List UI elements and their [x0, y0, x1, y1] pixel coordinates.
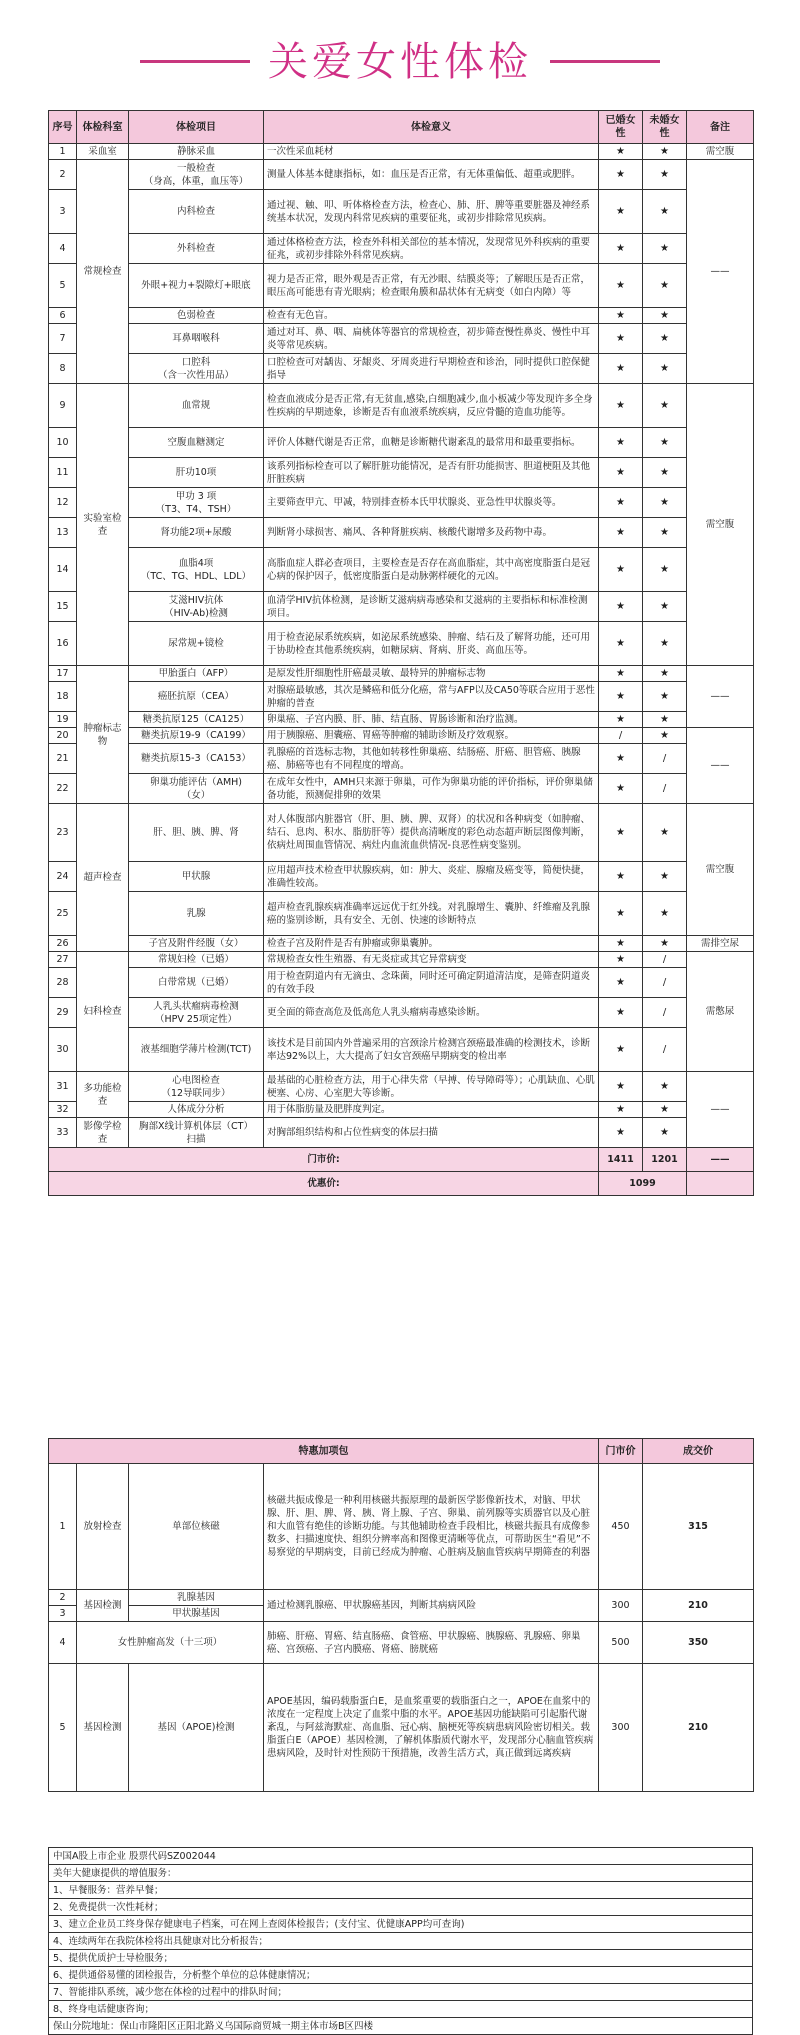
- footer-line: [49, 1848, 753, 1865]
- exam-desc: 对腺癌最敏感，其次是鳞癌和低分化癌，常与AFP以及CA50等联合应用于恶性肿瘤的普查: [264, 682, 599, 712]
- exam-no: 15: [49, 592, 77, 622]
- exam-row: [49, 548, 754, 592]
- exam-desc: 最基础的心脏检查方法，用于心律失常（早搏、传导障碍等）；心肌缺血、心肌梗塞、心房、心室肥大等诊断。: [264, 1072, 599, 1102]
- special-desc: 通过检测乳腺癌、甲状腺癌基因，判断其病病风险: [264, 1590, 599, 1622]
- exam-no: 13: [49, 518, 77, 548]
- exam-row: [49, 952, 754, 968]
- special-row: [49, 1590, 754, 1606]
- footer-line: [49, 1865, 753, 1882]
- retail-price-remark: ——: [687, 1148, 754, 1172]
- col-no: 序号: [49, 111, 77, 144]
- special-row: [49, 1664, 754, 1792]
- footer-line: [49, 1950, 753, 1967]
- exam-desc: 通过对耳、鼻、咽、扁桃体等器官的常规检查，初步筛查慢性鼻炎、慢性中耳炎等常见疾病。: [264, 324, 599, 354]
- exam-dept: 妇科检查: [77, 952, 129, 1072]
- special-price: 300: [599, 1590, 643, 1622]
- exam-row: [49, 458, 754, 488]
- exam-unmarried: ★: [643, 622, 687, 666]
- exam-desc: 乳腺癌的首选标志物，其他如转移性卵巢癌、结肠癌、肝癌、胆管癌、胰腺癌、肺癌等也有不同程度的增高。: [264, 744, 599, 774]
- special-deal: 350: [643, 1622, 754, 1664]
- exam-unmarried: /: [643, 952, 687, 968]
- exam-unmarried: ★: [643, 804, 687, 862]
- exam-desc: 通过视、触、叩、听体格检查方法，检查心、肺、肝、脾等重要脏器及神经系统基本状况，发现内科常见疾病的重要征兆，或初步排除常见疾病。: [264, 190, 599, 234]
- exam-item: 内科检查: [129, 190, 264, 234]
- col-unmarried: 未婚女性: [643, 111, 687, 144]
- exam-married: ★: [599, 682, 643, 712]
- exam-married: ★: [599, 384, 643, 428]
- exam-item: 甲状腺: [129, 862, 264, 892]
- footer-text: 3、建立企业员工终身保存健康电子档案，可在网上查阅体检报告；(支付宝、优健康APP均可查询): [49, 1916, 753, 1933]
- exam-unmarried: /: [643, 1028, 687, 1072]
- exam-remark: 需空腹: [687, 144, 754, 160]
- exam-dept: 肿瘤标志物: [77, 666, 129, 804]
- exam-desc: 对人体腹部内脏器官（肝、胆、胰、脾、双肾）的状况和各种病变（如肿瘤、结石、息肉、积水、脂肪肝等）提供高清晰度的彩色动态超声断层图像判断，依病灶周围血管情况、病灶内血流血供情况-良恶性病变鉴别。: [264, 804, 599, 862]
- exam-married: ★: [599, 308, 643, 324]
- special-no: 1: [49, 1464, 77, 1590]
- col-desc: 体检意义: [264, 111, 599, 144]
- retail-price-label: 门市价:: [49, 1148, 599, 1172]
- exam-item: 尿常规+镜检: [129, 622, 264, 666]
- exam-no: 21: [49, 744, 77, 774]
- exam-married: ★: [599, 804, 643, 862]
- special-header-price: 门市价: [599, 1439, 643, 1464]
- exam-row: [49, 666, 754, 682]
- exam-item: 一般检查 （身高，体重，血压等）: [129, 160, 264, 190]
- exam-desc: 通过体格检查方法，检查外科相关部位的基本情况，发现常见外科疾病的重要征兆，或初步排除外科常见疾病。: [264, 234, 599, 264]
- special-no: 2: [49, 1590, 77, 1606]
- exam-no: 5: [49, 264, 77, 308]
- exam-no: 24: [49, 862, 77, 892]
- exam-item: 艾滋HIV抗体 （HIV-Ab)检测: [129, 592, 264, 622]
- footer-text: 7、智能排队系统，减少您在体检的过程中的排队时间；: [49, 1984, 753, 2001]
- exam-no: 19: [49, 712, 77, 728]
- exam-item: 血脂4项 （TC、TG、HDL、LDL）: [129, 548, 264, 592]
- page-title: 关爱女性体检: [268, 39, 532, 85]
- exam-remark: 需憋尿: [687, 952, 754, 1072]
- col-item: 体检项目: [129, 111, 264, 144]
- exam-desc: 检查有无色盲。: [264, 308, 599, 324]
- exam-unmarried: ★: [643, 488, 687, 518]
- footer-text: 8、终身电话健康咨询；: [49, 2001, 753, 2018]
- exam-married: ★: [599, 144, 643, 160]
- exam-married: ★: [599, 744, 643, 774]
- exam-row: [49, 160, 754, 190]
- exam-row: [49, 592, 754, 622]
- exam-desc: 测量人体基本健康指标，如：血压是否正常，有无体重偏低、超重或肥胖。: [264, 160, 599, 190]
- exam-married: /: [599, 728, 643, 744]
- exam-row: [49, 324, 754, 354]
- exam-item: 外科检查: [129, 234, 264, 264]
- exam-desc: 对胸部组织结构和占位性病变的体层扫描: [264, 1118, 599, 1148]
- exam-row: [49, 428, 754, 458]
- exam-item: 甲功 3 项 （T3、T4、TSH）: [129, 488, 264, 518]
- exam-remark: 需空腹: [687, 804, 754, 936]
- exam-married: ★: [599, 1102, 643, 1118]
- exam-row: [49, 682, 754, 712]
- exam-dept: 超声检查: [77, 804, 129, 952]
- exam-unmarried: ★: [643, 666, 687, 682]
- special-desc: APOE基因，编码载脂蛋白E，是血浆重要的载脂蛋白之一，APOE在血浆中的浓度在一定程度上决定了血浆中脂的水平。APOE基因功能缺陷可引起脂代谢紊乱，与阿兹海默症、高血脂、冠心病、脑梗死等疾病患病风险密切相关。载脂蛋白E（APOE）基因检测，了解机体脂质代谢水平，发现部分心脑血管疾病患病风险，及时针对性预防干预措施，改善生活方式，真正做到远离疾病: [264, 1664, 599, 1792]
- exam-no: 26: [49, 936, 77, 952]
- exam-no: 14: [49, 548, 77, 592]
- exam-desc: 用于检查阴道内有无滴虫、念珠菌，同时还可确定阴道清洁度，是筛查阴道炎的有效手段: [264, 968, 599, 998]
- discount-price-value: 1099: [599, 1172, 687, 1196]
- exam-item: 卵巢功能评估（AMH) （女）: [129, 774, 264, 804]
- special-deal: 315: [643, 1464, 754, 1590]
- exam-row: [49, 234, 754, 264]
- footer-line: [49, 1899, 753, 1916]
- exam-unmarried: /: [643, 998, 687, 1028]
- exam-unmarried: ★: [643, 892, 687, 936]
- exam-desc: 用于体脂肪量及肥胖度判定。: [264, 1102, 599, 1118]
- exam-item: 乳腺: [129, 892, 264, 936]
- exam-item: 甲胎蛋白（AFP）: [129, 666, 264, 682]
- footer-text: 4、连续两年在我院体检将出具健康对比分析报告；: [49, 1933, 753, 1950]
- footer-text: 1、早餐服务：营养早餐；: [49, 1882, 753, 1899]
- exam-no: 7: [49, 324, 77, 354]
- exam-unmarried: /: [643, 774, 687, 804]
- special-no: 3: [49, 1606, 77, 1622]
- exam-unmarried: ★: [643, 862, 687, 892]
- special-desc: 肺癌、肝癌、胃癌、结直肠癌、食管癌、甲状腺癌、胰腺癌、乳腺癌、卵巢癌、宫颈癌、子宫内膜癌、肾癌、膀胱癌: [264, 1622, 599, 1664]
- title-right-rule: [550, 60, 660, 63]
- retail-price-row: [49, 1148, 754, 1172]
- special-header-deal: 成交价: [643, 1439, 754, 1464]
- exam-unmarried: ★: [643, 144, 687, 160]
- special-price: 500: [599, 1622, 643, 1664]
- exam-desc: 在成年女性中，AMH只来源于卵巢，可作为卵巢功能的评价指标，评价卵巢储备功能，预测促排卵的效果: [264, 774, 599, 804]
- exam-no: 3: [49, 190, 77, 234]
- exam-item: 血常规: [129, 384, 264, 428]
- special-item: 单部位核磁: [129, 1464, 264, 1590]
- special-price: 450: [599, 1464, 643, 1590]
- exam-no: 20: [49, 728, 77, 744]
- discount-price-label: 优惠价:: [49, 1172, 599, 1196]
- exam-row: [49, 384, 754, 428]
- footer-line: [49, 2018, 753, 2035]
- exam-desc: 该系列指标检查可以了解肝脏功能情况，是否有肝功能损害、胆道梗阻及其他肝脏疾病: [264, 458, 599, 488]
- footer-text: 6、提供通俗易懂的团检报告，分析整个单位的总体健康情况；: [49, 1967, 753, 1984]
- exam-item: 胸部X线计算机体层（CT） 扫描: [129, 1118, 264, 1148]
- exam-desc: 主要筛查甲亢、甲减，特别排查桥本氏甲状腺炎、亚急性甲状腺炎等。: [264, 488, 599, 518]
- exam-unmarried: ★: [643, 1118, 687, 1148]
- exam-married: ★: [599, 622, 643, 666]
- exam-table: [48, 110, 754, 1196]
- special-item: 甲状腺基因: [129, 1606, 264, 1622]
- exam-dept: 多功能检查: [77, 1072, 129, 1118]
- footer-line: [49, 1916, 753, 1933]
- exam-item: 液基细胞学薄片检测(TCT): [129, 1028, 264, 1072]
- special-header-title: 特惠加项包: [49, 1439, 599, 1464]
- exam-unmarried: ★: [643, 458, 687, 488]
- exam-unmarried: ★: [643, 264, 687, 308]
- exam-unmarried: ★: [643, 936, 687, 952]
- exam-row: [49, 308, 754, 324]
- exam-row: [49, 1118, 754, 1148]
- exam-desc: 更全面的筛查高危及低高危人乳头瘤病毒感染诊断。: [264, 998, 599, 1028]
- exam-married: ★: [599, 160, 643, 190]
- exam-desc: 检查血液成分是否正常,有无贫血,感染,白细胞减少,血小板减少等发现许多全身性疾病的早期迹象，诊断是否有血液系统疾病，反应骨髓的造血功能等。: [264, 384, 599, 428]
- exam-unmarried: ★: [643, 384, 687, 428]
- special-header: [49, 1439, 754, 1464]
- exam-item: 外眼+视力+裂隙灯+眼底: [129, 264, 264, 308]
- exam-married: ★: [599, 518, 643, 548]
- exam-married: ★: [599, 1028, 643, 1072]
- exam-unmarried: ★: [643, 1072, 687, 1102]
- exam-unmarried: ★: [643, 354, 687, 384]
- exam-item: 常规妇检（已婚）: [129, 952, 264, 968]
- exam-unmarried: ★: [643, 428, 687, 458]
- exam-unmarried: ★: [643, 190, 687, 234]
- exam-unmarried: ★: [643, 712, 687, 728]
- special-item: 基因（APOE)检测: [129, 1664, 264, 1792]
- exam-unmarried: ★: [643, 234, 687, 264]
- exam-desc: 用于检查泌尿系统疾病，如泌尿系统感染、肿瘤、结石及了解肾功能，还可用于协助检查其他系统疾病，如糖尿病、肾病、肝炎、高血压等。: [264, 622, 599, 666]
- special-dept: 基因检测: [77, 1590, 129, 1622]
- footer-text: 中国A股上市企业 股票代码SZ002044: [49, 1848, 753, 1865]
- exam-remark: ——: [687, 728, 754, 804]
- col-dept: 体检科室: [77, 111, 129, 144]
- special-desc: 核磁共振成像是一种利用核磁共振原理的最新医学影像新技术，对脑、甲状腺、肝、胆、脾、肾、胰、肾上腺、子宫、卵巢、前列腺等实质器官以及心脏和大血管有绝佳的诊断功能。与其他辅助检查手段相比，核磁共振具有成像参数多、扫描速度快、组织分辨率高和图像更清晰等优点，可帮助医生“看见”不易察觉的早期病变，目前已经成为肿瘤、心脏病及脑血管疾病早期筛查的利器: [264, 1464, 599, 1590]
- exam-no: 9: [49, 384, 77, 428]
- exam-item: 空腹血糖测定: [129, 428, 264, 458]
- exam-row: [49, 190, 754, 234]
- discount-price-blank: [687, 1172, 754, 1196]
- special-package-table: [48, 1438, 754, 1792]
- exam-married: ★: [599, 1118, 643, 1148]
- exam-item: 子宫及附件经腹（女）: [129, 936, 264, 952]
- special-no: 5: [49, 1664, 77, 1792]
- exam-married: ★: [599, 892, 643, 936]
- special-dept: 基因检测: [77, 1664, 129, 1792]
- exam-unmarried: ★: [643, 592, 687, 622]
- exam-desc: 检查子宫及附件是否有肿瘤或卵巢囊肿。: [264, 936, 599, 952]
- exam-married: ★: [599, 1072, 643, 1102]
- exam-married: ★: [599, 548, 643, 592]
- footer-text: 5、提供优质护士导检服务；: [49, 1950, 753, 1967]
- exam-desc: 评价人体糖代谢是否正常，血糖是诊断糖代谢紊乱的最常用和最重要指标。: [264, 428, 599, 458]
- exam-item: 肾功能2项+尿酸: [129, 518, 264, 548]
- col-married: 已婚女性: [599, 111, 643, 144]
- exam-unmarried: ★: [643, 160, 687, 190]
- exam-married: ★: [599, 354, 643, 384]
- exam-no: 32: [49, 1102, 77, 1118]
- special-deal: 210: [643, 1590, 754, 1622]
- exam-remark: ——: [687, 1072, 754, 1148]
- exam-no: 30: [49, 1028, 77, 1072]
- special-row: [49, 1464, 754, 1590]
- exam-desc: 血清学HIV抗体检测，是诊断艾滋病病毒感染和艾滋病的主要指标和标准检测项目。: [264, 592, 599, 622]
- exam-row: [49, 1102, 754, 1118]
- exam-row: [49, 354, 754, 384]
- exam-no: 28: [49, 968, 77, 998]
- exam-row: [49, 862, 754, 892]
- exam-no: 17: [49, 666, 77, 682]
- exam-no: 16: [49, 622, 77, 666]
- exam-unmarried: /: [643, 744, 687, 774]
- exam-no: 22: [49, 774, 77, 804]
- exam-row: [49, 728, 754, 744]
- exam-item: 耳鼻咽喉科: [129, 324, 264, 354]
- col-remark: 备注: [687, 111, 754, 144]
- exam-married: ★: [599, 936, 643, 952]
- exam-no: 18: [49, 682, 77, 712]
- exam-row: [49, 804, 754, 862]
- exam-item: 静脉采血: [129, 144, 264, 160]
- exam-married: ★: [599, 190, 643, 234]
- exam-no: 6: [49, 308, 77, 324]
- exam-unmarried: ★: [643, 308, 687, 324]
- exam-remark: ——: [687, 666, 754, 728]
- retail-price-married: 1411: [599, 1148, 643, 1172]
- exam-row: [49, 1072, 754, 1102]
- special-row: [49, 1622, 754, 1664]
- exam-married: ★: [599, 998, 643, 1028]
- exam-row: [49, 1028, 754, 1072]
- exam-desc: 用于胰腺癌、胆囊癌、胃癌等肿瘤的辅助诊断及疗效观察。: [264, 728, 599, 744]
- exam-no: 2: [49, 160, 77, 190]
- exam-married: ★: [599, 774, 643, 804]
- exam-unmarried: ★: [643, 548, 687, 592]
- exam-desc: 高脂血症人群必查项目，主要检查是否存在高血脂症，其中高密度脂蛋白是冠心病的保护因子，低密度脂蛋白是动脉粥样硬化的元凶。: [264, 548, 599, 592]
- exam-row: [49, 998, 754, 1028]
- exam-desc: 视力是否正常，眼外观是否正常，有无沙眼、结膜炎等；了解眼压是否正常，眼压高可能患有青光眼病；检查眼角膜和晶状体有无病变（如白内障）等: [264, 264, 599, 308]
- exam-remark: ——: [687, 160, 754, 384]
- exam-desc: 应用超声技术检查甲状腺疾病，如：肿大、炎症、腺瘤及癌变等，简便快捷，准确性较高。: [264, 862, 599, 892]
- exam-no: 11: [49, 458, 77, 488]
- exam-item: 白带常规（已婚）: [129, 968, 264, 998]
- exam-married: ★: [599, 712, 643, 728]
- exam-item: 肝、胆、胰、脾、肾: [129, 804, 264, 862]
- footer-line: [49, 2001, 753, 2018]
- exam-row: [49, 744, 754, 774]
- service-footer: [48, 1847, 753, 2035]
- exam-item: 糖类抗原15-3（CA153）: [129, 744, 264, 774]
- footer-text: 保山分院地址：保山市隆阳区正阳北路义乌国际商贸城一期主体市场B区四楼: [49, 2018, 753, 2035]
- exam-desc: 超声检查乳腺疾病准确率远远优于红外线。对乳腺增生、囊肿、纤维瘤及乳腺癌的鉴别诊断，具有安全、无创、快速的诊断特点: [264, 892, 599, 936]
- exam-row: [49, 968, 754, 998]
- exam-no: 10: [49, 428, 77, 458]
- exam-item: 心电图检查 （12导联同步）: [129, 1072, 264, 1102]
- exam-married: ★: [599, 862, 643, 892]
- exam-row: [49, 488, 754, 518]
- footer-line: [49, 1984, 753, 2001]
- special-price: 300: [599, 1664, 643, 1792]
- exam-desc: 该技术是目前国内外普遍采用的宫颈涂片检测宫颈癌最准确的检测技术，诊断率达92%以上，大大提高了妇女宫颈癌早期病变的检出率: [264, 1028, 599, 1072]
- retail-price-unmarried: 1201: [643, 1148, 687, 1172]
- footer-text: 美年大健康提供的增值服务：: [49, 1865, 753, 1882]
- footer-line: [49, 1933, 753, 1950]
- exam-item: 色弱检查: [129, 308, 264, 324]
- exam-no: 33: [49, 1118, 77, 1148]
- exam-dept: 影像学检查: [77, 1118, 129, 1148]
- exam-desc: 一次性采血耗材: [264, 144, 599, 160]
- exam-desc: 是原发性肝细胞性肝癌最灵敏、最特异的肿瘤标志物: [264, 666, 599, 682]
- exam-row: [49, 518, 754, 548]
- special-deal: 210: [643, 1664, 754, 1792]
- exam-married: ★: [599, 428, 643, 458]
- exam-no: 31: [49, 1072, 77, 1102]
- exam-no: 27: [49, 952, 77, 968]
- exam-dept: 实验室检查: [77, 384, 129, 666]
- special-no: 4: [49, 1622, 77, 1664]
- exam-desc: 卵巢癌、子宫内膜、肝、肺、结直肠、胃肠诊断和治疗监测。: [264, 712, 599, 728]
- discount-price-row: [49, 1172, 754, 1196]
- exam-no: 29: [49, 998, 77, 1028]
- exam-married: ★: [599, 592, 643, 622]
- exam-item: 人乳头状瘤病毒检测 （HPV 25项定性）: [129, 998, 264, 1028]
- exam-item: 癌胚抗原（CEA）: [129, 682, 264, 712]
- exam-row: [49, 144, 754, 160]
- exam-no: 12: [49, 488, 77, 518]
- exam-unmarried: ★: [643, 682, 687, 712]
- exam-item: 口腔科 （含一次性用品）: [129, 354, 264, 384]
- exam-item: 糖类抗原19-9（CA199）: [129, 728, 264, 744]
- exam-married: ★: [599, 458, 643, 488]
- exam-desc: 口腔检查可对龋齿、牙龈炎、牙周炎进行早期检查和诊治，同时提供口腔保健指导: [264, 354, 599, 384]
- exam-married: ★: [599, 324, 643, 354]
- exam-no: 23: [49, 804, 77, 862]
- special-item: 女性肿瘤高发（十三项）: [77, 1622, 264, 1664]
- exam-table-header: [49, 111, 754, 144]
- special-dept: 放射检查: [77, 1464, 129, 1590]
- exam-item: 人体成分分析: [129, 1102, 264, 1118]
- exam-remark: 需排空尿: [687, 936, 754, 952]
- page-title-block: [0, 30, 800, 90]
- exam-no: 1: [49, 144, 77, 160]
- footer-line: [49, 1967, 753, 1984]
- exam-dept: 常规检查: [77, 160, 129, 384]
- exam-married: ★: [599, 488, 643, 518]
- exam-unmarried: ★: [643, 1102, 687, 1118]
- exam-unmarried: ★: [643, 518, 687, 548]
- exam-row: [49, 712, 754, 728]
- special-item: 乳腺基因: [129, 1590, 264, 1606]
- exam-married: ★: [599, 952, 643, 968]
- exam-row: [49, 774, 754, 804]
- exam-row: [49, 622, 754, 666]
- exam-item: 肝功10项: [129, 458, 264, 488]
- exam-married: ★: [599, 666, 643, 682]
- exam-unmarried: ★: [643, 728, 687, 744]
- exam-remark: 需空腹: [687, 384, 754, 666]
- exam-married: ★: [599, 234, 643, 264]
- exam-dept: 采血室: [77, 144, 129, 160]
- exam-desc: 判断肾小球损害、痛风、各种肾脏疾病、核酸代谢增多及药物中毒。: [264, 518, 599, 548]
- exam-no: 4: [49, 234, 77, 264]
- footer-line: [49, 1882, 753, 1899]
- footer-text: 2、免费提供一次性耗材；: [49, 1899, 753, 1916]
- exam-item: 糖类抗原125（CA125）: [129, 712, 264, 728]
- exam-row: [49, 936, 754, 952]
- exam-unmarried: /: [643, 968, 687, 998]
- exam-no: 8: [49, 354, 77, 384]
- exam-no: 25: [49, 892, 77, 936]
- exam-row: [49, 264, 754, 308]
- exam-married: ★: [599, 968, 643, 998]
- exam-married: ★: [599, 264, 643, 308]
- exam-row: [49, 892, 754, 936]
- exam-unmarried: ★: [643, 324, 687, 354]
- exam-desc: 常规检查女性生殖器、有无炎症或其它异常病变: [264, 952, 599, 968]
